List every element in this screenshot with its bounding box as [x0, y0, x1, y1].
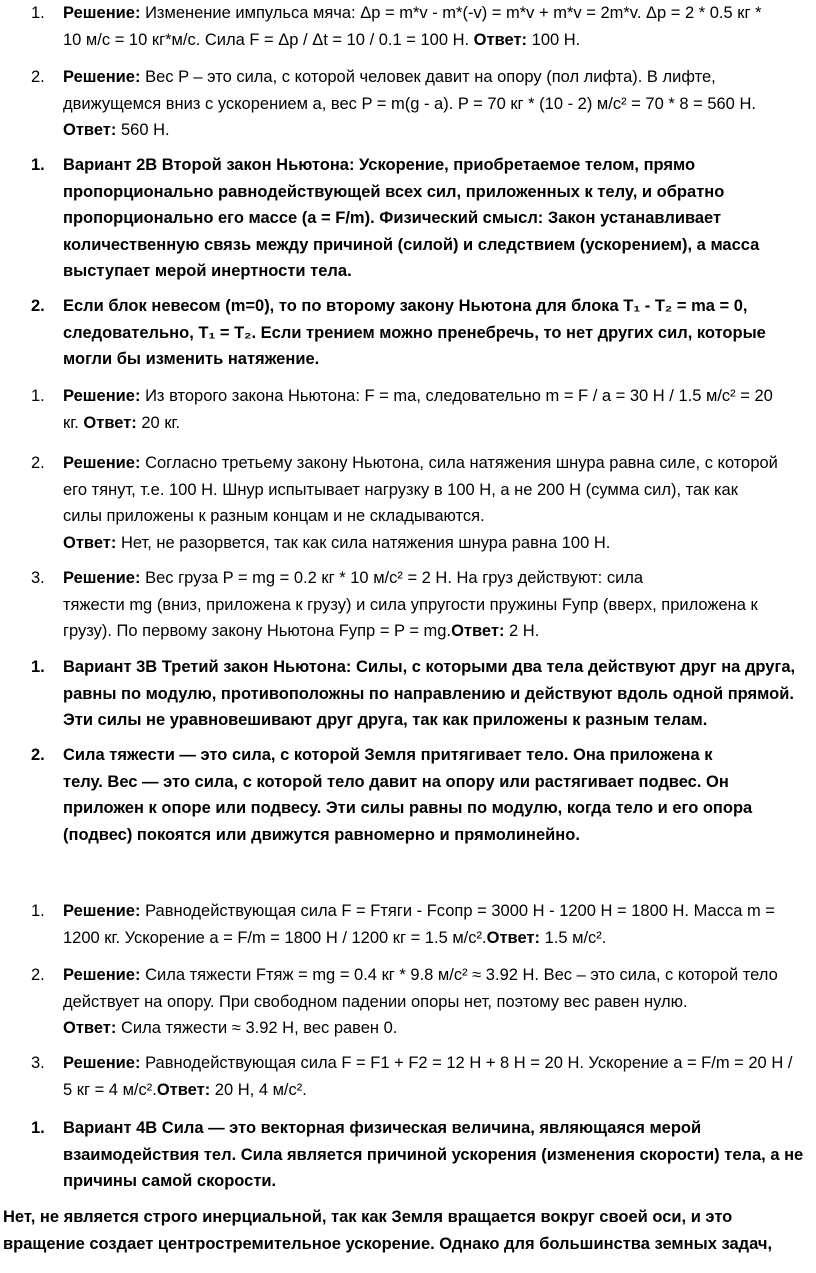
- list-number: 2.: [31, 297, 45, 315]
- answer-label: Ответ:: [83, 413, 137, 432]
- solution-label: Решение:: [63, 387, 141, 405]
- theory-line: количественную связь между причиной (силой) и следствием (ускорением), а масса: [63, 235, 760, 254]
- theory-line: причины самой скорости.: [63, 1172, 277, 1190]
- solution-text: Согласно третьему закону Ньютона, сила натяжения шнура равна силе, с которой: [140, 454, 778, 472]
- solution-text: силы приложены к разным концам и не складываются.: [63, 507, 485, 525]
- solution-label: Решение:: [63, 902, 141, 920]
- list-number: 3.: [31, 569, 45, 587]
- solution-text: грузу). По первому закону Ньютона Fупр = P = mg.: [63, 622, 452, 640]
- solution-label: Решение:: [63, 1054, 141, 1072]
- answer-text: 1.5 м/с².: [540, 928, 607, 947]
- solution-item: [0, 962, 816, 1042]
- solution-label: Решение:: [63, 966, 141, 984]
- solution-item: [0, 565, 816, 645]
- theory-item: [0, 1115, 816, 1195]
- theory-line: пропорционально равнодействующей всех сил, приложенных к телу, и обратно: [63, 182, 725, 201]
- answer-text: 560 Н.: [116, 121, 170, 139]
- closing-paragraph: [3, 1204, 815, 1257]
- solution-text: кг.: [63, 413, 84, 432]
- theory-line: могли бы изменить натяжение.: [63, 350, 320, 368]
- solution-text: 1200 кг. Ускорение a = F/m = 1800 Н / 1200 кг = 1.5 м/с².: [63, 928, 487, 947]
- list-number: 1.: [31, 4, 45, 22]
- answer-label: Ответ:: [451, 622, 505, 640]
- answer-label: Ответ:: [63, 121, 117, 139]
- solution-text: действует на опору. При свободном падении опоры нет, поэтому вес равен нулю.: [63, 992, 688, 1011]
- solution-text: его тянут, т.е. 100 Н. Шнур испытывает нагрузку в 100 Н, а не 200 Н (сумма сил), так как: [63, 480, 738, 499]
- paragraph-line: Нет, не является строго инерциальной, так как Земля вращается вокруг своей оси, и это: [3, 1208, 733, 1226]
- answer-label: Ответ:: [473, 30, 528, 49]
- answer-text: 20 кг.: [136, 413, 181, 432]
- answer-label: Ответ:: [63, 1019, 117, 1037]
- answer-text: 20 Н, 4 м/с².: [210, 1080, 307, 1099]
- solution-item: [0, 383, 816, 436]
- solution-item: [0, 898, 816, 951]
- solution-label: Решение:: [63, 569, 141, 587]
- list-number: 1.: [31, 902, 45, 920]
- solution-text: Изменение импульса мяча: Δp = m*v - m*(-v) = m*v + m*v = 2m*v. Δp = 2 * 0.5 кг *: [140, 4, 762, 22]
- theory-line: Вариант 4В Сила — это векторная физическая величина, являющаяся мерой: [63, 1119, 702, 1137]
- answer-text: 2 Н.: [504, 622, 540, 640]
- solution-text: Равнодействующая сила F = Fтяги - Fсопр = 3000 Н - 1200 Н = 1800 Н. Масса m =: [140, 902, 775, 920]
- theory-item: [0, 152, 816, 285]
- theory-line: Эти силы не уравновешивают друг друга, так как приложены к разным телам.: [63, 711, 708, 729]
- solution-text: 5 кг = 4 м/с².: [63, 1080, 157, 1099]
- theory-item: [0, 654, 816, 734]
- theory-line: выступает мерой инертности тела.: [63, 262, 352, 280]
- theory-line: Сила тяжести — это сила, с которой Земля притягивает тело. Она приложена к: [63, 746, 713, 764]
- list-number: 1.: [31, 387, 45, 405]
- theory-line: равны по модулю, противоположны по направлению и действуют вдоль одной прямой.: [63, 684, 794, 703]
- paragraph-line: вращение создает центростремительное ускорение. Однако для большинства земных задач,: [3, 1234, 773, 1253]
- solution-text: Сила тяжести Fтяж = mg = 0.4 кг * 9.8 м/с² ≈ 3.92 Н. Вес – это сила, с которой тело: [140, 966, 778, 984]
- theory-line: приложен к опоре или подвесу. Эти силы равны по модулю, когда тело и его опора: [63, 799, 753, 817]
- answer-text: Сила тяжести ≈ 3.92 Н, вес равен 0.: [116, 1019, 398, 1037]
- solution-item: [0, 64, 816, 144]
- theory-line: Если блок невесом (m=0), то по второму закону Ньютона для блока T₁ - T₂ = ma = 0,: [63, 297, 748, 315]
- answer-text: Нет, не разорвется, так как сила натяжения шнура равна 100 Н.: [116, 533, 611, 552]
- list-number: 1.: [31, 1119, 45, 1137]
- theory-item: [0, 293, 816, 373]
- solution-text: Из второго закона Ньютона: F = ma, следовательно m = F / a = 30 Н / 1.5 м/с² = 20: [140, 387, 773, 405]
- answer-label: Ответ:: [486, 928, 540, 947]
- list-number: 1.: [31, 156, 45, 174]
- solution-item: [0, 0, 816, 53]
- theory-line: (подвес) покоятся или движутся равномерно и прямолинейно.: [63, 825, 580, 844]
- solution-text: движущемся вниз с ускорением a, вес P = m(g - a). P = 70 кг * (10 - 2) м/с² = 70 * 8 = 560 Н.: [63, 94, 756, 113]
- solution-text: 10 м/с = 10 кг*м/с. Сила F = Δp / Δt = 10 / 0.1 = 100 Н.: [63, 30, 474, 49]
- theory-line: Вариант 2В Второй закон Ньютона: Ускорение, приобретаемое телом, прямо: [63, 156, 696, 174]
- solution-text: Равнодействующая сила F = F1 + F2 = 12 Н + 8 Н = 20 Н. Ускорение a = F/m = 20 Н /: [140, 1054, 793, 1072]
- theory-line: взаимодействия тел. Сила является причиной ускорения (изменения скорости) тела, а не: [63, 1145, 804, 1164]
- solution-text: Вес P – это сила, с которой человек давит на опору (пол лифта). В лифте,: [140, 68, 716, 86]
- theory-line: телу. Вес — это сила, с которой тело давит на опору или растягивает подвес. Он: [63, 772, 729, 791]
- solution-label: Решение:: [63, 454, 141, 472]
- list-number: 2.: [31, 68, 45, 86]
- answer-label: Ответ:: [63, 533, 117, 552]
- answer-text: 100 Н.: [527, 30, 581, 49]
- theory-line: следовательно, T₁ = T₂. Если трением можно пренебречь, то нет других сил, которые: [63, 323, 766, 342]
- solution-item: [0, 1050, 816, 1103]
- solution-label: Решение:: [63, 68, 141, 86]
- theory-line: пропорционально его массе (a = F/m). Физический смысл: Закон устанавливает: [63, 209, 722, 227]
- list-number: 3.: [31, 1054, 45, 1072]
- solution-item: [0, 450, 816, 556]
- theory-item: [0, 742, 816, 848]
- solution-text: Вес груза P = mg = 0.2 кг * 10 м/с² = 2 Н. На груз действуют: сила: [140, 569, 644, 587]
- list-number: 2.: [31, 454, 45, 472]
- answer-label: Ответ:: [156, 1080, 211, 1099]
- list-number: 2.: [31, 966, 45, 984]
- solution-text: тяжести mg (вниз, приложена к грузу) и сила упругости пружины Fупр (вверх, приложена к: [63, 595, 758, 614]
- list-number: 2.: [31, 746, 45, 764]
- theory-line: Вариант 3В Третий закон Ньютона: Силы, с которыми два тела действуют друг на друга,: [63, 658, 796, 676]
- list-number: 1.: [31, 658, 45, 676]
- solution-label: Решение:: [63, 4, 141, 22]
